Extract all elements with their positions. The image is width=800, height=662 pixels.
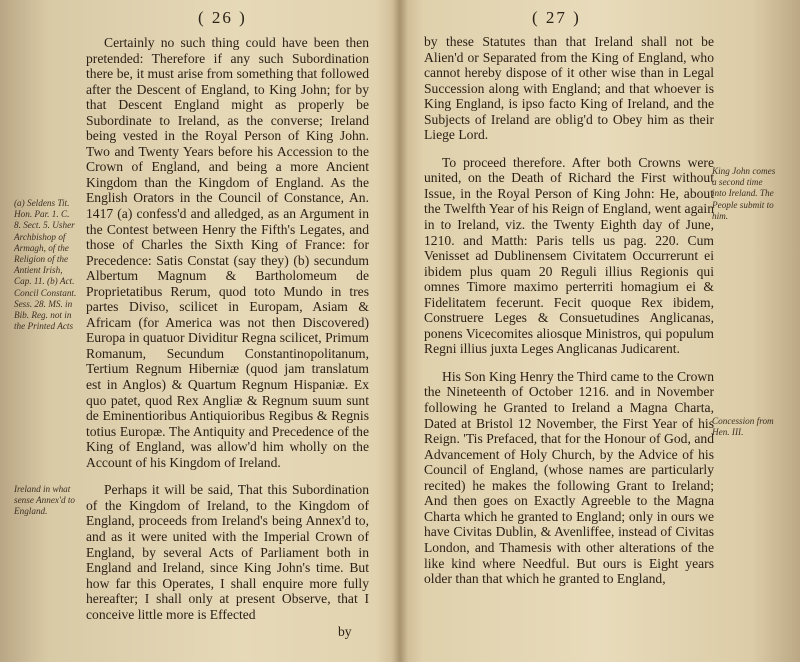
paragraph: Certainly no such thing could have been then pretended: Therefore if any such Subordination there be, it must arise from something that followed after the Descent of England, to King John; for by that Descent England might as properly be Subordinate to Ireland, as the converse; Ireland being vested in the Royal Person of King John. Two and Twenty Years before his Accession to the Crown of England, and being a more Ancient Kingdom than the Kingdom of England. As the English Orators in the Council of Constance, An. 1417 (a) confess'd and alledged, as an Argument in the Contest between Henry the Fifth's Legates, and those of Charles the Sixth King of France: for Precedence: Satis Constat (say they) (b) secundum Albertum Magnum & Bartholomeum de Proprietatibus Rerum, quod toto Mundo in tres partes Diviso, scilicet in Europam, Asiam & Africam (for America was not then Discovered) Europa in quatuor Dividitur Regna scilicet, Primum Romanum, Secundum Constantinopolitanum, Tertium Regnum Hiberniæ (quod jam translatum est in Anglos) & Quartum Regnum Hispaniæ. Ex quo patet, quod Rex Angliæ & Regnum suum sunt de Eminentioribus Antiquioribus Regibus & Regnis totius Europæ. The Antiquity and Precedence of the King of England, was allow'd him wholly on the Account of his Kingdom of Ireland. <box>86 35 369 470</box>
paragraph: His Son King Henry the Third came to the Crown the Nineteenth of October 1216. and in November following he Granted to Ireland a Magna Charta, Dated at Bristol 12 November, the First Year of his Reign. 'Tis Prefaced, that for the Honour of God, and Advancement of Holy Church, by the Advice of his Council of England, (whose names are particularly recited) he makes the following Grant to Ireland; And then goes on Exactly Agreeble to the Magna Charta which he granted to England; only in ours we have Civitas Dublin, & Avenliffee, instead of Civitas London, and Thamesis with other alterations of the like kind where Needful. But ours is Eight years older than that which he granted to England, <box>424 368 714 587</box>
paragraph: Perhaps it will be said, That this Subordination of the Kingdom of Ireland, to the Kingdom of England, proceeds from Ireland's being Annex'd to, and as it were united with the Imperial Crown of England, by several Acts of Parliament both in England and Ireland, since King John's time. But how far this Operates, I shall enquire more fully hereafter; I shall only at present Observe, that I conceive little more is Effected <box>86 482 369 622</box>
margin-note: Concession from Hen. III. <box>712 416 774 438</box>
page-body <box>86 35 369 622</box>
page-number: ( 26 ) <box>198 8 247 27</box>
page-number: ( 27 ) <box>532 8 581 27</box>
margin-note: Ireland in what sense Annex'd to England. <box>14 484 75 517</box>
catchword: by <box>338 624 352 639</box>
margin-note: (a) Seldens Tit. Hon. Par. 1. C. 8. Sect. 5. Usher Archbishop of Armagh, of the Religion of the Antient Irish, Cap. 11. (b) Act. Concil Constant. Sess. 28. MS. in Bib. Reg. not in the Printed Acts <box>14 198 77 332</box>
margin-note: King John comes a second time into Ireland. The People submit to him. <box>712 166 776 221</box>
right-page <box>404 0 800 662</box>
paragraph: To proceed therefore. After both Crowns were united, on the Death of Richard the First without Issue, in the Royal Person of King John: He, about the Twelfth Year of his Reign of England, went again in to Ireland, viz. the Twenty Eighth day of June, 1210. and Matth: Paris tells us pag. 220. Cum Venisset ad Dublinensem Civitatem Occurrerunt ei ibidem plus quam 20 Reguli illius Regionis qui omnes Timore maximo perterriti homagium ei & Fidelitatem fecerunt. Fecit quoque Rex ibidem, Construere Leges & Consuetudines Anglicanas, ponens Vicecomites aliosque Ministros, qui populum Regni illius juxta Leges Anglicanas Judicarent. <box>424 154 714 357</box>
page-body <box>424 34 714 587</box>
paragraph: by these Statutes than that Ireland shall not be Alien'd or Separated from the King of England, who cannot hereby dispose of it other wise than in Legal Succession along with England; and that whoever is King England, is ipso facto King of Ireland, and the Subjects of Ireland are oblig'd to Obey him as their Liege Lord. <box>424 34 714 143</box>
left-page <box>0 0 396 662</box>
